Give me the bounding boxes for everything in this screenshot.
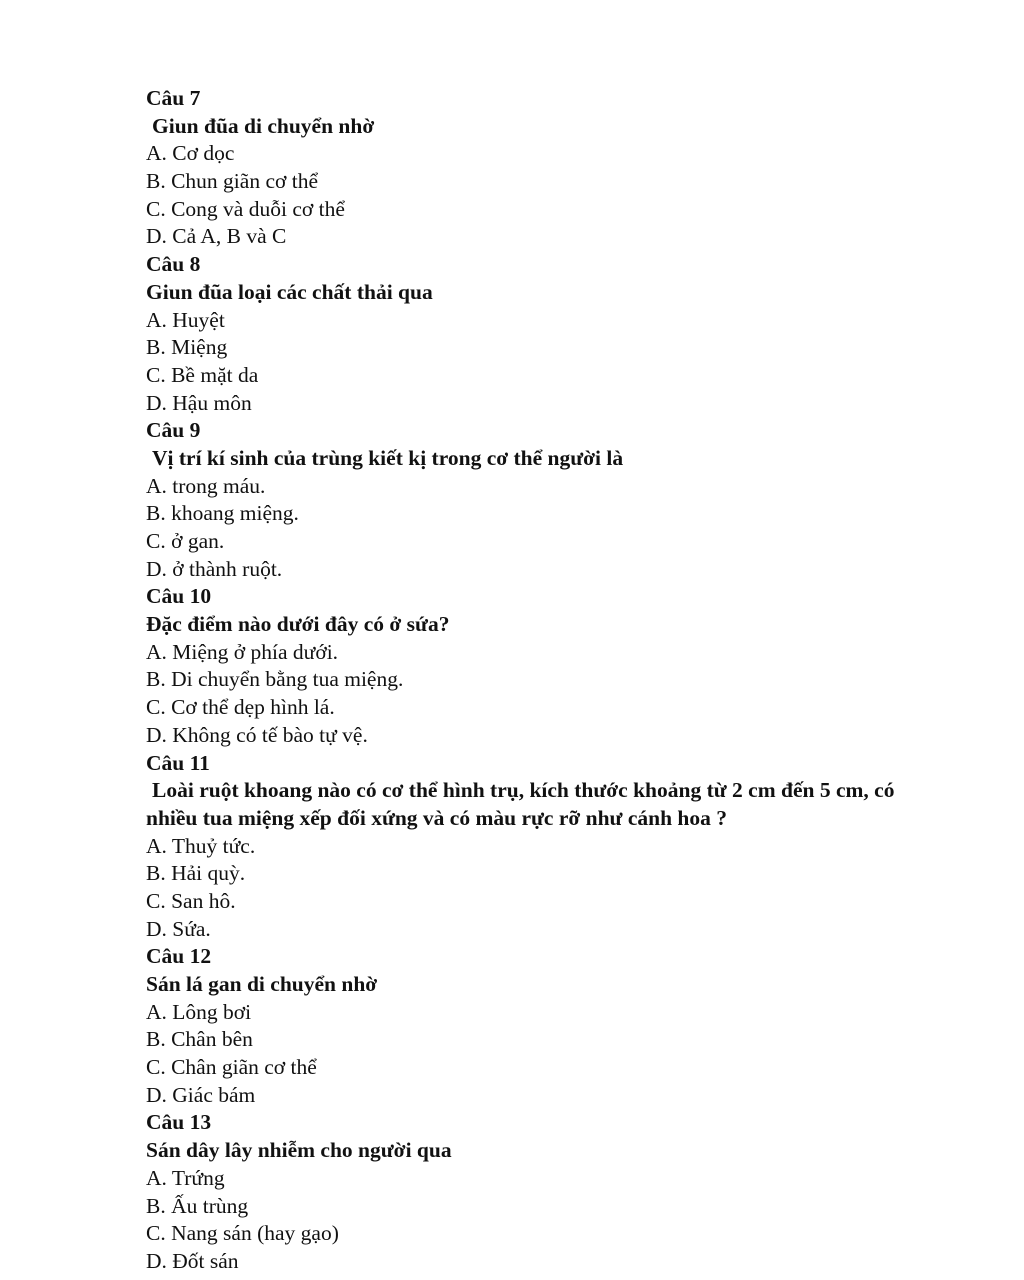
question-label: Câu 9 (146, 418, 201, 443)
question-label: Câu 8 (146, 252, 201, 277)
answer-option: A. Miệng ở phía dưới. (146, 639, 339, 664)
answer-option: D. Đốt sán (146, 1248, 239, 1273)
question-text: Giun đũa loại các chất thải qua (146, 279, 433, 304)
answer-option: B. Di chuyển bằng tua miệng. (146, 667, 404, 692)
answer-option: D. Không có tế bào tự vệ. (146, 722, 368, 747)
answer-option: B. Miệng (146, 335, 228, 360)
answer-option: D. ở thành ruột. (146, 556, 283, 581)
answer-option: C. Chân giãn cơ thể (146, 1055, 317, 1080)
question-text: Vị trí kí sinh của trùng kiết kị trong cơ thể người là (152, 445, 624, 470)
answer-option: B. Ấu trùng (146, 1193, 249, 1218)
question-block (146, 251, 946, 417)
answer-option: A. Trứng (146, 1165, 225, 1190)
answer-option: D. Sứa. (146, 916, 211, 941)
answer-option: A. Huyệt (146, 307, 225, 332)
question-text: Đặc điểm nào dưới đây có ở sứa? (146, 612, 450, 637)
answer-option: A. Cơ dọc (146, 141, 235, 166)
question-text: Loài ruột khoang nào có cơ thể hình trụ, kích thước khoảng từ 2 cm đến 5 cm, có nhiều tua miệng xếp đối xứng và có màu rực rỡ như cánh hoa ? (146, 778, 895, 830)
answer-option: D. Giác bám (146, 1082, 256, 1107)
question-label: Câu 7 (146, 86, 201, 110)
question-text: Sán lá gan di chuyển nhờ (146, 972, 378, 997)
question-label: Câu 12 (146, 944, 212, 969)
question-label: Câu 11 (146, 750, 210, 775)
quiz-document (146, 85, 946, 1276)
question-block (146, 417, 946, 583)
answer-option: B. Hải quỳ. (146, 861, 246, 886)
answer-option: C. ở gan. (146, 529, 225, 553)
question-label: Câu 13 (146, 1110, 212, 1135)
answer-option: B. Chân bên (146, 1027, 253, 1052)
question-block (146, 583, 946, 749)
answer-option: C. Nang sán (hay gạo) (146, 1221, 339, 1246)
question-block (146, 1109, 946, 1275)
question-block (146, 85, 946, 251)
answer-option: D. Cả A, B và C (146, 224, 287, 249)
question-text: Sán dây lây nhiễm cho người qua (146, 1138, 452, 1163)
answer-option: D. Hậu môn (146, 390, 252, 415)
question-block (146, 943, 946, 1109)
answer-option: C. Cong và duỗi cơ thể (146, 196, 345, 221)
answer-option: C. San hô. (146, 888, 236, 913)
question-text-wrapped (146, 777, 946, 832)
answer-option: A. Thuỷ tức. (146, 833, 256, 858)
question-block (146, 750, 946, 944)
answer-option: B. khoang miệng. (146, 501, 299, 526)
answer-option: B. Chun giãn cơ thể (146, 169, 318, 194)
question-text: Giun đũa di chuyển nhờ (152, 113, 375, 138)
question-label: Câu 10 (146, 584, 212, 609)
answer-option: A. Lông bơi (146, 999, 252, 1024)
answer-option: C. Cơ thể dẹp hình lá. (146, 695, 335, 720)
answer-option: A. trong máu. (146, 473, 266, 498)
answer-option: C. Bề mặt da (146, 362, 259, 387)
